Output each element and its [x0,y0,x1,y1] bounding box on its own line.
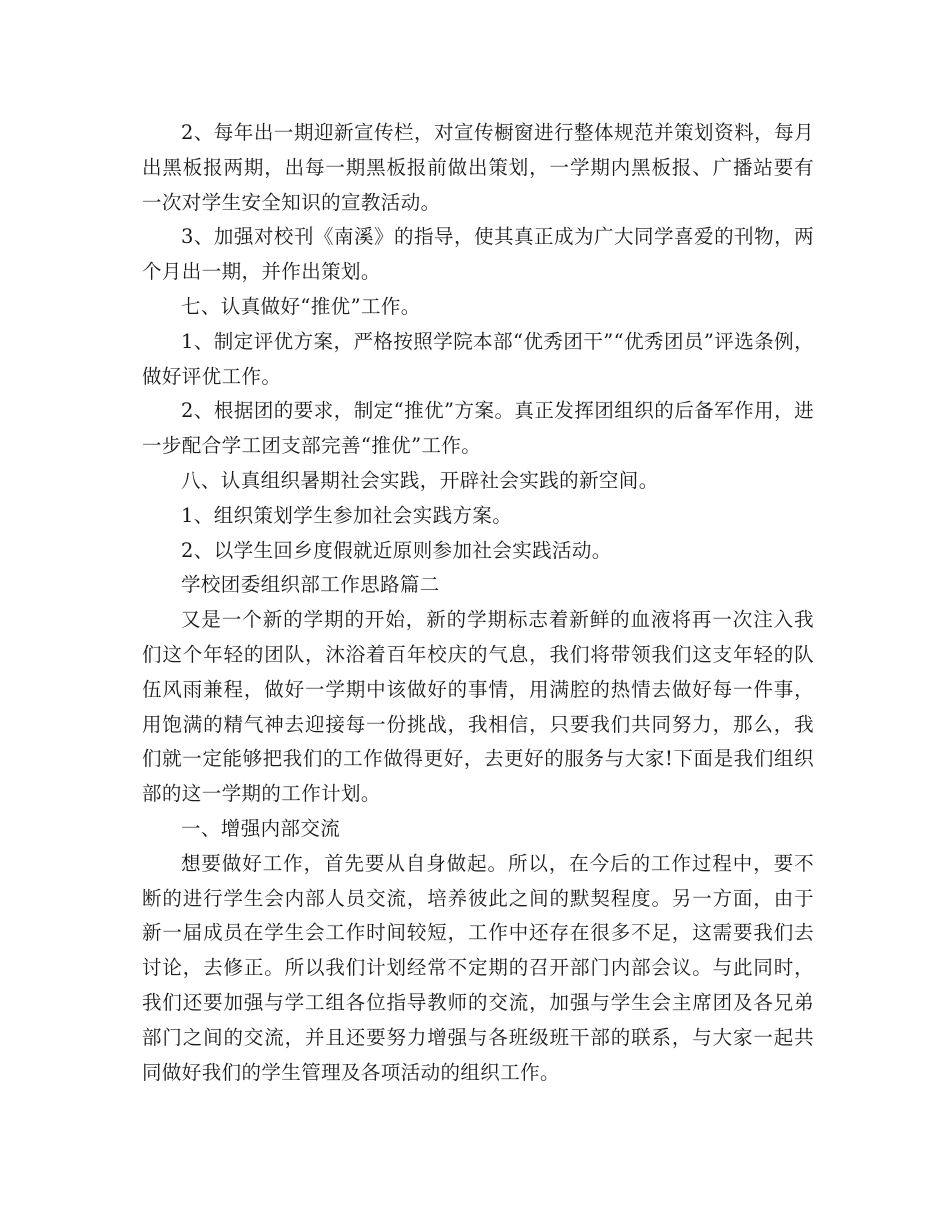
paragraph: 2、以学生回乡度假就近原则参加社会实践活动。 [181,538,612,562]
article-title: 学校团委组织部工作思路篇二 [181,573,440,597]
paragraph: 2、根据团的要求，制定“推优”方案。真正发挥团组织的后备军作用，进一步配合学工团支部完善“推优”工作。 [142,399,814,458]
paragraph: 又是一个新的学期的开始，新的学期标志着新鲜的血液将再一次注入我们这个年轻的团队，沐浴着百年校庆的气息，我们将带领我们这支年轻的队伍风雨兼程，做好一学期中该做好的事情，用满腔的热情去做好每一件事，用饱满的精气神去迎接每一份挑战，我相信，只要我们共同努力，那么，我们就一定能够把我们的工作做得更好，去更好的服务与大家!下面是我们组织部的这一学期的工作计划。 [142,608,814,806]
section-heading: 七、认真做好“推优”工作。 [181,294,421,318]
paragraph: 1、制定评优方案，严格按照学院本部“优秀团干”“优秀团员”评选条例，做好评优工作。 [142,329,814,388]
paragraph: 想要做好工作，首先要从自身做起。所以，在今后的工作过程中，要不断的进行学生会内部人员交流，培养彼此之间的默契程度。另一方面，由于新一届成员在学生会工作时间较短，工作中还存在很多不足，这需要我们去讨论，去修正。所以我们计划经常不定期的召开部门内部会议。与此同时，我们还要加强与学工组各位指导教师的交流，加强与学生会主席团及各兄弟部门之间的交流，并且还要努力增强与各班级班干部的联系，与大家一起共同做好我们的学生管理及各项活动的组织工作。 [142,851,814,1084]
paragraph: 1、组织策划学生参加社会实践方案。 [181,503,513,527]
section-heading: 八、认真组织暑期社会实践，开辟社会实践的新空间。 [181,468,659,492]
section-heading: 一、增强内部交流 [181,816,341,840]
document-body [142,116,814,1090]
paragraph: 3、加强对校刊《南溪》的指导，使其真正成为广大同学喜爱的刊物，两个月出一期，并作出策划。 [142,225,814,284]
paragraph: 2、每年出一期迎新宣传栏，对宣传橱窗进行整体规范并策划资料，每月出黑板报两期，出每一期黑板报前做出策划，一学期内黑板报、广播站要有一次对学生安全知识的宣教活动。 [142,121,814,214]
